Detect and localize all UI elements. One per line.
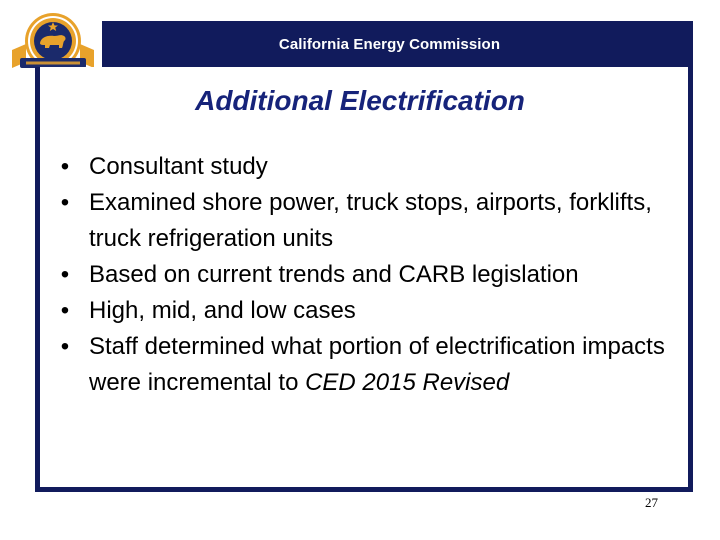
slide-title: Additional Electrification — [195, 85, 525, 116]
list-item — [55, 293, 680, 329]
california-energy-commission-seal-icon — [6, 10, 100, 74]
bullet-list — [55, 149, 680, 401]
list-item — [55, 257, 680, 293]
bullet-icon: • — [60, 333, 70, 360]
list-item — [55, 185, 680, 257]
page-number: 27 — [645, 495, 658, 510]
bullet-text: Based on current trends and CARB legislation — [89, 261, 579, 288]
list-item — [55, 149, 680, 185]
bullet-text: High, mid, and low cases — [89, 297, 356, 324]
bullet-icon: • — [60, 297, 70, 324]
list-item — [55, 329, 680, 401]
bullet-icon: • — [60, 189, 70, 216]
bullet-text: Consultant study — [89, 153, 268, 180]
bullet-icon: • — [60, 261, 70, 288]
header-bar — [102, 21, 693, 67]
bullet-text: Examined shore power, truck stops, airports, forklifts, truck refrigeration units — [89, 189, 652, 252]
header-title: California Energy Commission — [278, 35, 501, 53]
bullet-text: Staff determined what portion of electrification impacts were incremental to — [89, 333, 665, 396]
bullet-text-italic: CED 2015 Revised — [305, 369, 510, 396]
bullet-icon: • — [60, 153, 70, 180]
